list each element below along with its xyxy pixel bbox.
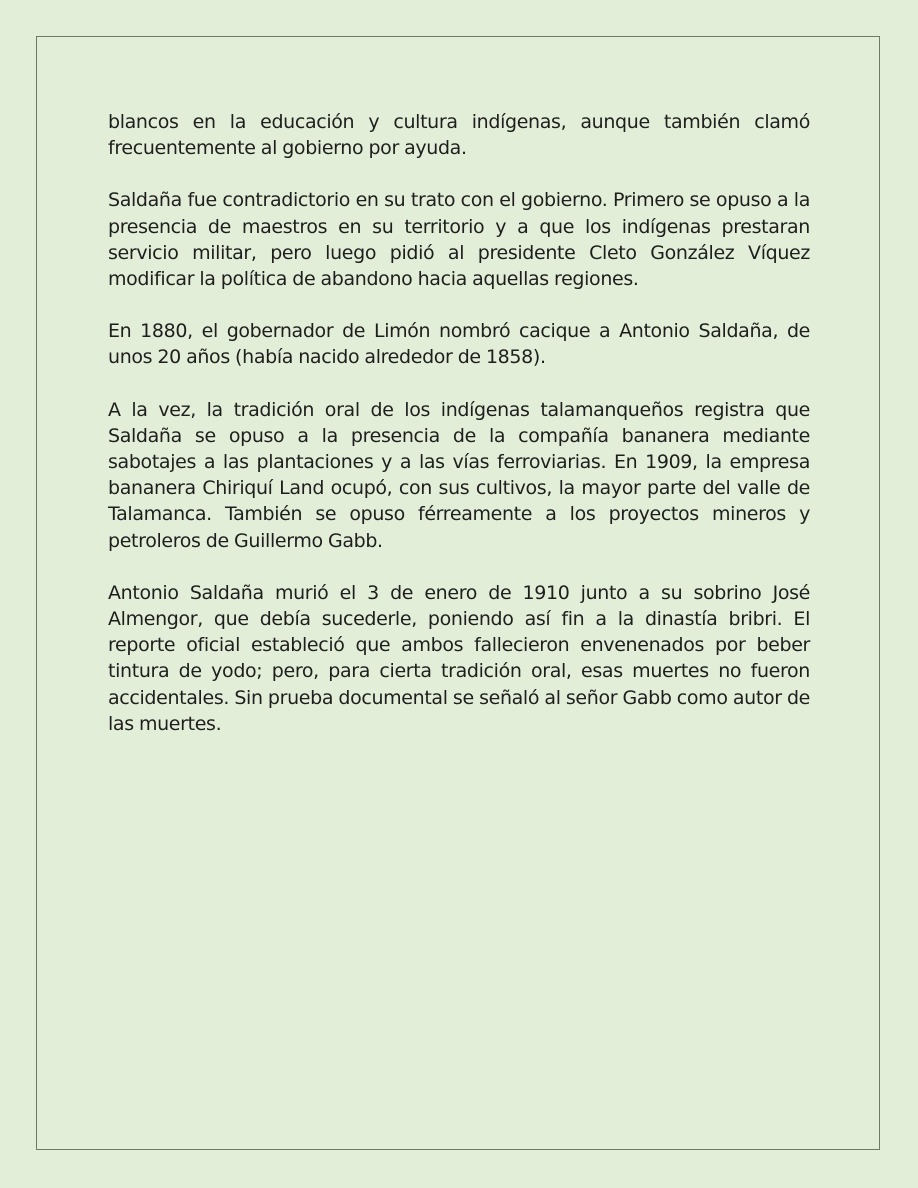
document-body — [108, 109, 810, 763]
paragraph-1: blancos en la educación y cultura indígenas, aunque también clamó frecuentemente al gobierno por ayuda. — [108, 111, 810, 160]
paragraph-4: A la vez, la tradición oral de los indígenas talamanqueños registra que Saldaña se opuso a la presencia de la compañía bananera mediante sabotajes a las plantaciones y a las vías ferroviarias. En 1909, la empresa bananera Chiriquí Land ocupó, con sus cultivos, la mayor parte del valle de Talamanca. También se opuso férreamente a los proyectos mineros y petroleros de Guillermo Gabb. — [108, 398, 810, 552]
paragraph-3: En 1880, el gobernador de Limón nombró cacique a Antonio Saldaña, de unos 20 años (había nacido alrededor de 1858). — [108, 320, 810, 369]
paragraph-5: Antonio Saldaña murió el 3 de enero de 1910 junto a su sobrino José Almengor, que debía sucederle, poniendo así fin a la dinastía bribri. El reporte oficial estableció que ambos fallecieron envenenados por beber tintura de yodo; pero, para cierta tradición oral, esas muertes no fueron accidentales. Sin prueba documental se señaló al señor Gabb como autor de las muertes. — [108, 581, 810, 735]
paragraph-2: Saldaña fue contradictorio en su trato con el gobierno. Primero se opuso a la presencia de maestros en su territorio y a que los indígenas prestaran servicio militar, pero luego pidió al presidente Cleto González Víquez modificar la política de abandono hacia aquellas regiones. — [108, 189, 810, 291]
